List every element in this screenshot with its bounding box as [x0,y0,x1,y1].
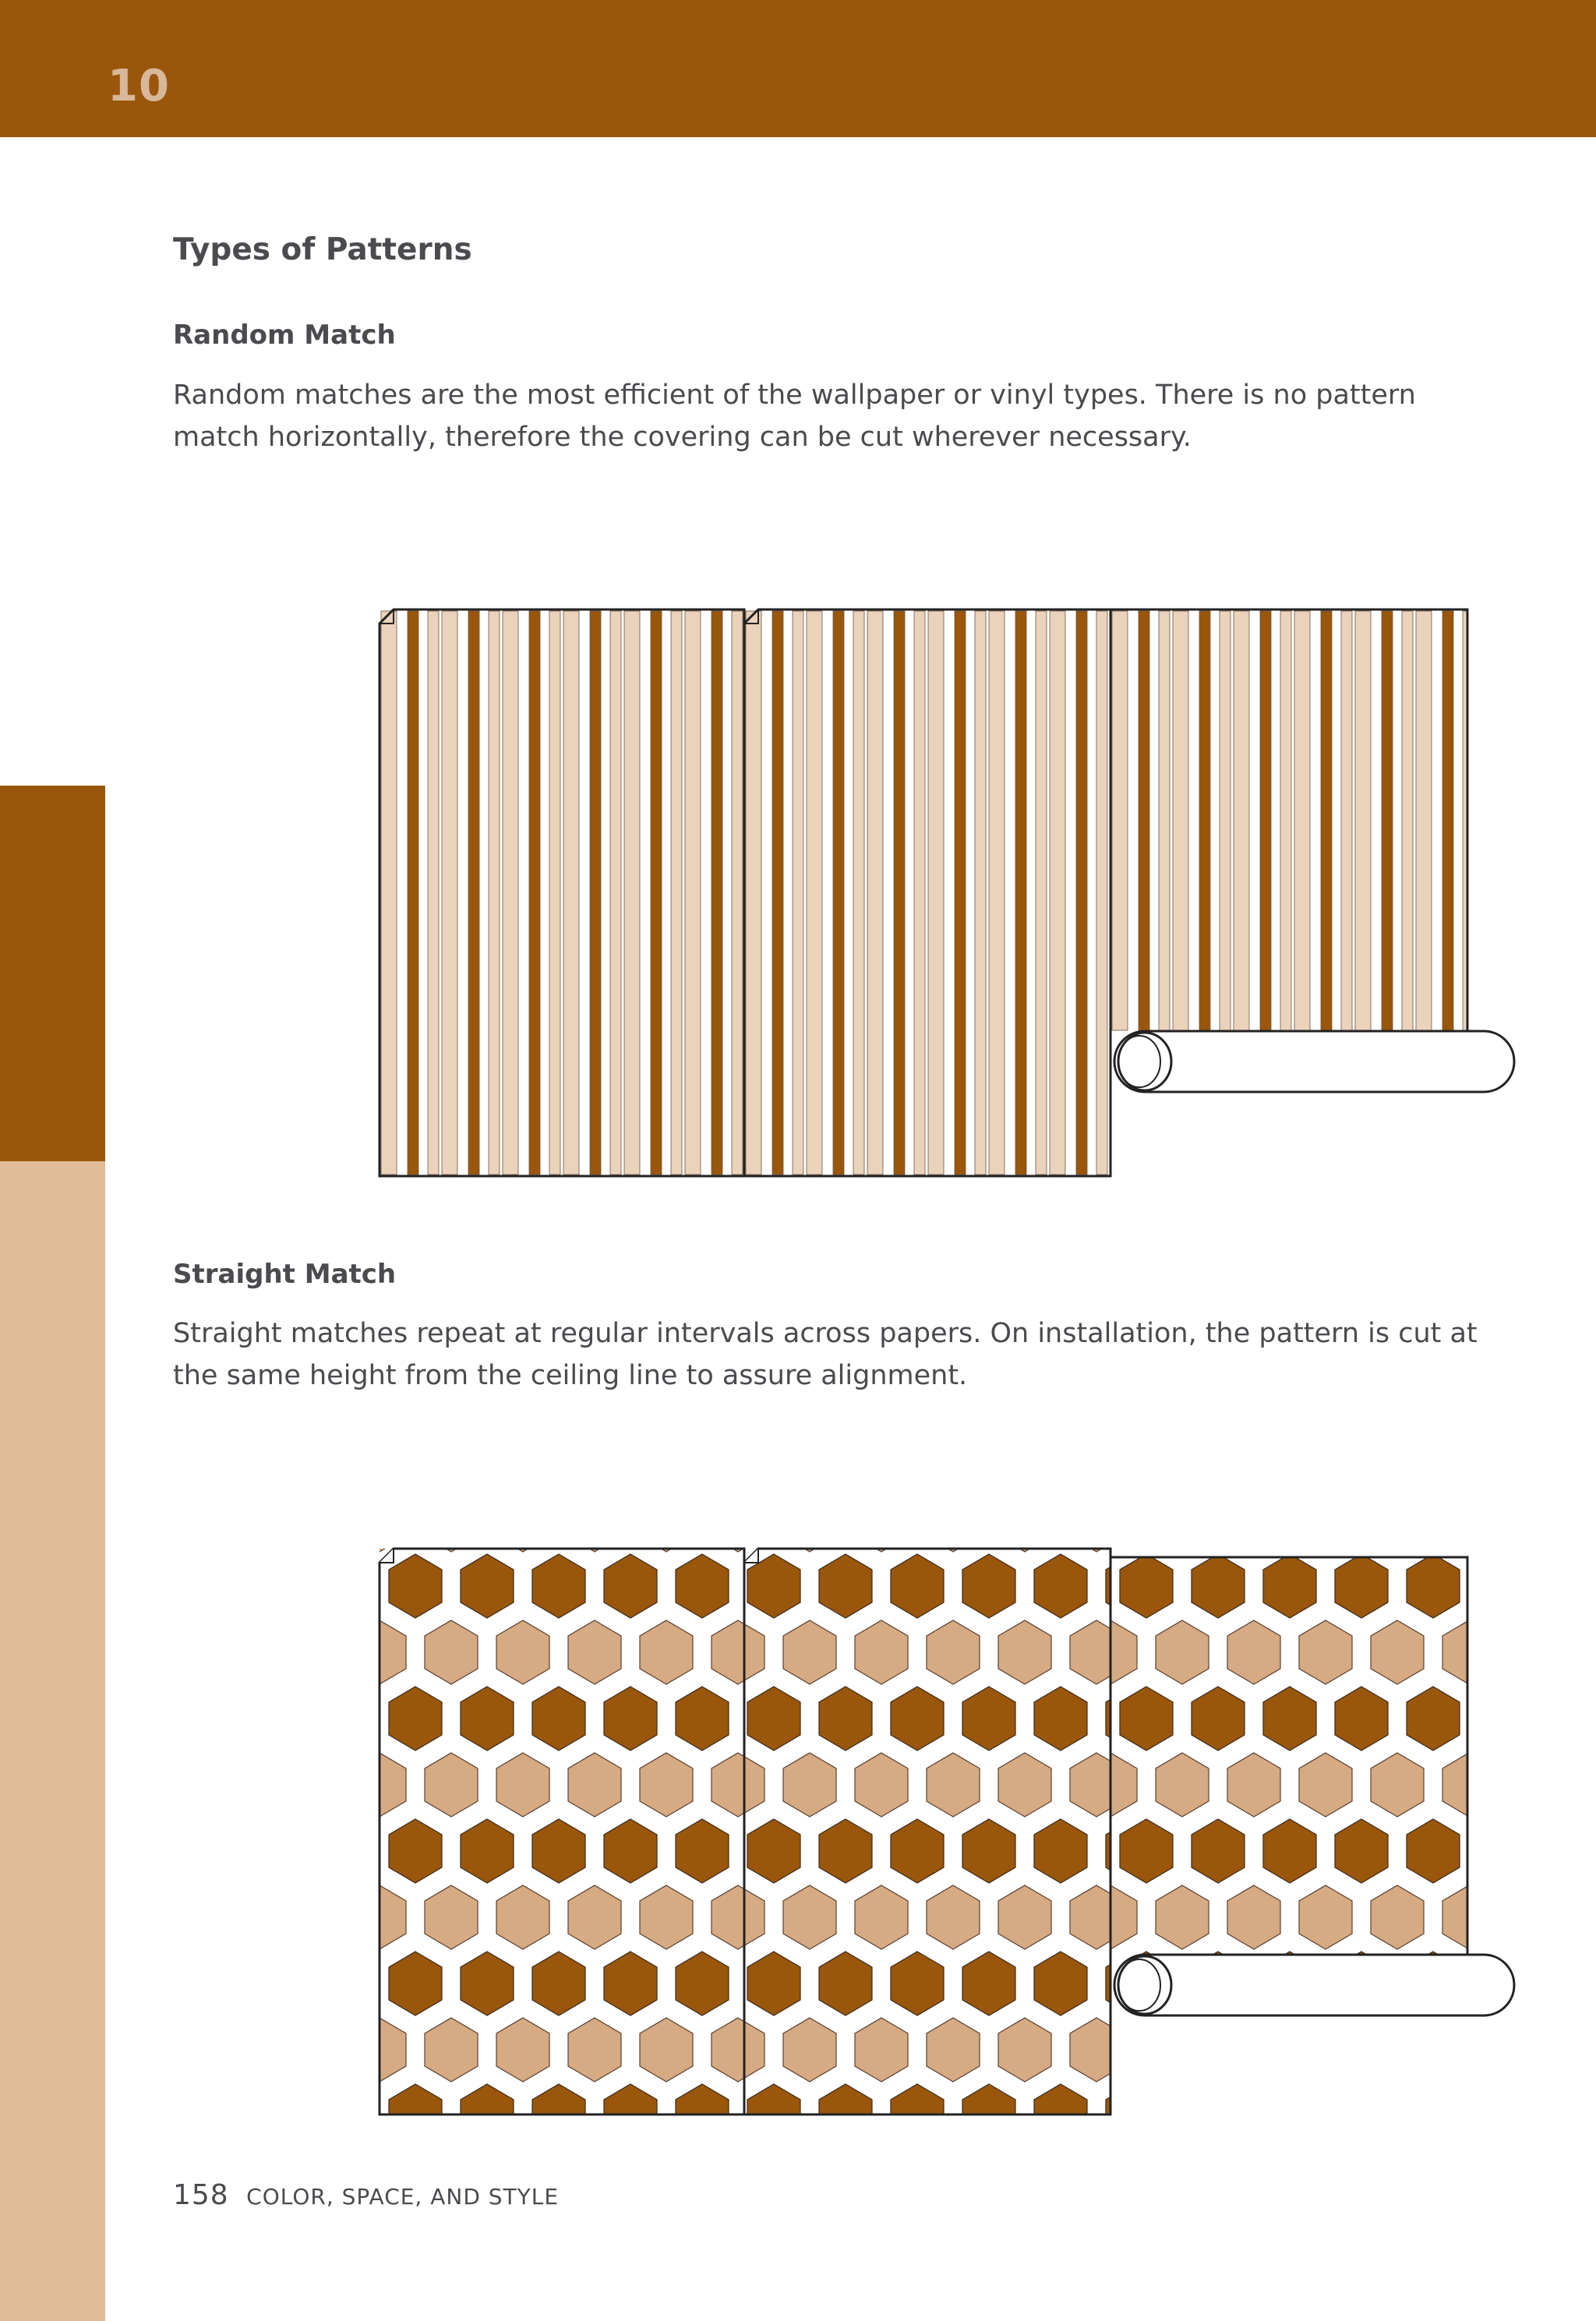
stripe [928,611,944,1175]
stripe [1096,611,1107,1175]
hex-panel-1 [380,1549,744,2114]
stripe [1036,611,1047,1175]
stripe [1076,611,1087,1175]
stripe [1159,611,1170,1030]
stripe [489,611,500,1175]
wallpaper-roll-2 [1114,1955,1514,2015]
stripe [408,611,418,1175]
stripe [793,611,803,1175]
stripe [1402,611,1413,1030]
stripe [1280,611,1291,1030]
hex-panel-2 [744,1549,1110,2114]
stripe [746,611,761,1175]
stripe [503,611,518,1175]
stripe [955,611,966,1175]
random-match-illustration [374,600,1527,1185]
stripe [671,611,682,1175]
stripe [624,611,640,1175]
stripe [772,611,783,1175]
stripe [1199,611,1210,1030]
stripe-panel-2 [744,609,1110,1176]
header-band [0,0,1596,137]
stripe [1355,611,1371,1030]
stripe [867,611,883,1175]
stripe [381,611,397,1175]
stripe [975,611,986,1175]
stripe-panel-1 [380,609,744,1176]
stripe [549,611,560,1175]
stripe [1234,611,1249,1030]
stripe [428,611,439,1175]
random-match-heading: Random Match [173,320,396,351]
page-number: 158 [173,2179,229,2211]
stripe [685,611,701,1175]
stripe [1173,611,1188,1030]
stripe [1260,611,1271,1030]
stripe [1321,611,1332,1030]
stripe [1341,611,1352,1030]
stripe [1139,611,1149,1030]
stripe [1442,611,1453,1030]
stripe [894,611,905,1175]
stripe [1050,611,1065,1175]
stripe [651,611,662,1175]
hex-panel-3-unrolling [1110,1557,1467,1955]
stripe [1112,611,1128,1030]
stripe [807,611,822,1175]
stripe [711,611,722,1175]
stripe [1015,611,1026,1175]
stripe-panel-3-unrolling [1110,609,1467,1030]
stripe [914,611,925,1175]
stripe [529,611,540,1175]
stripe [989,611,1005,1175]
stripe [833,611,844,1175]
straight-match-paragraph: Straight matches repeat at regular intervals across papers. On installation, the pattern is cut at the same height from the ceiling line to assure alignment. [173,1318,1478,1391]
stripe [853,611,864,1175]
chapter-number: 10 [108,61,170,111]
stripe [1382,611,1393,1030]
section-title: Types of Patterns [173,232,472,267]
side-tab-dark [0,786,105,1161]
running-head: COLOR, SPACE, AND STYLE [246,2184,560,2210]
stripe [1220,611,1231,1030]
stripe [610,611,621,1175]
stripe [563,611,579,1175]
wallpaper-roll-1 [1114,1031,1514,1092]
straight-match-heading: Straight Match [173,1259,397,1290]
random-match-paragraph: Random matches are the most efficient of the wallpaper or vinyl types. There is no pattern match horizontally, therefore the covering can be cut wherever necessary. [173,380,1416,453]
stripe [1416,611,1432,1030]
straight-match-illustration [374,1539,1527,2124]
stripe [442,611,457,1175]
stripe [590,611,601,1175]
stripe [468,611,479,1175]
stripe [1294,611,1310,1030]
stripe [732,611,743,1175]
page-footer [173,2179,559,2211]
